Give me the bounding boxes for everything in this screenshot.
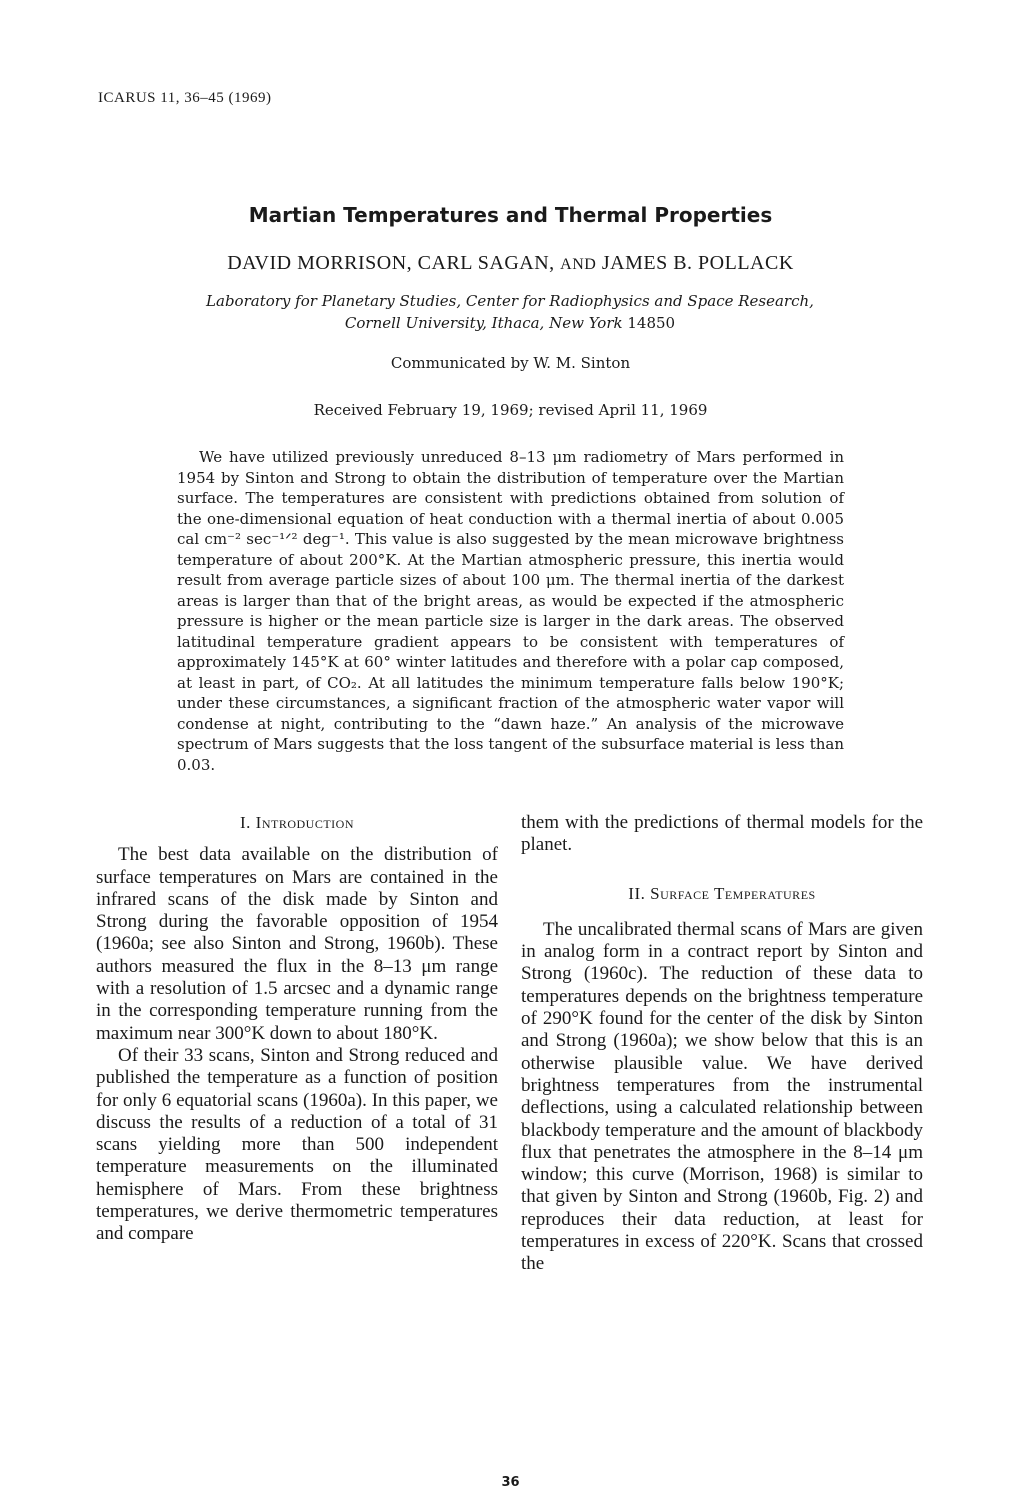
section-number: I. xyxy=(240,813,251,832)
section-number: II. xyxy=(628,883,646,903)
journal-citation xyxy=(98,90,271,107)
received-dates: Received February 19, 1969; revised April 11, 1969 xyxy=(313,401,708,419)
authors-part-2: JAMES B. POLLACK xyxy=(601,252,794,274)
authors-part-1: DAVID MORRISON, CARL SAGAN, xyxy=(227,252,555,274)
section-heading-introduction xyxy=(96,812,498,834)
communicated-by: Communicated by W. M. Sinton xyxy=(390,354,631,372)
authors-and: AND xyxy=(560,256,597,273)
paragraph: The best data available on the distribution of surface temperatures on Mars are contained in the infrared scans of the disk made by Sinton and Strong during the favorable opposition of 1954 (1960a; see also Sinton and Strong, 1960b). These authors measured the flux in the 8–13 μm range with a resolution of 1.5 arcsec and a dynamic range in the corresponding temperature running from the maximum near 300°K down to about 180°K. xyxy=(96,844,498,1044)
affiliation-zip: 14850 xyxy=(627,314,676,332)
paragraph: Of their 33 scans, Sinton and Strong reduced and published the temperature as a function of position for only 6 equatorial scans (1960a). In this paper, we discuss the results of a reduction of a total of 31 scans yielding more than 500 independent temperature measurements on the illuminated hemisphere of Mars. From these brightness temperatures, we derive thermometric temperatures and compare xyxy=(96,1044,498,1245)
journal-name: ICARUS xyxy=(98,90,157,106)
left-column xyxy=(96,812,498,1246)
paragraph-continuation: them with the predictions of thermal models for the planet. xyxy=(521,812,923,856)
affiliation xyxy=(150,290,870,334)
paragraph: The uncalibrated thermal scans of Mars are given in analog form in a contract report by Sinton and Strong (1960c). The reduction of these data to temperatures depends on the brightness temperature of 290°K found for the center of the disk by Sinton and Strong (1960a); we show below that this is an otherwise plausible value. We have derived brightness temperatures from the instrumental deflections, using a calculated relationship between blackbody temperature and the amount of blackbody flux that penetrates the atmosphere in the 8–14 μm window; this curve (Morrison, 1968) is similar to that given by Sinton and Strong (1960b, Fig. 2) and reproduces their data reduction, at least for temperatures in excess of 220°K. Scans that crossed the xyxy=(521,918,923,1275)
journal-volume-pages: 11, 36–45 (1969) xyxy=(160,90,272,106)
section-title: Introduction xyxy=(255,813,354,832)
section-title: Surface Temperatures xyxy=(650,883,816,903)
affiliation-place: Cornell University, Ithaca, New York xyxy=(344,314,623,332)
author-list xyxy=(0,252,1021,275)
abstract: We have utilized previously unreduced 8–13 μm radiometry of Mars performed in 1954 by Sinton and Strong to obtain the distribution of temperature over the Martian surface. The temperatures are consistent with predictions obtained from solution of the one-dimensional equation of heat conduction with a thermal inertia of about 0.005 cal cm⁻² sec⁻¹ᐟ² deg⁻¹. This value is also suggested by the mean microwave brightness temperature of about 200°K. At the Martian atmospheric pressure, this inertia would result from average particle sizes of about 100 μm. The thermal inertia of the darkest areas is larger than that of the bright areas, as would be expected if the atmospheric pressure is higher or the mean particle size is larger in the dark areas. The observed latitudinal temperature gradient appears to be consistent with temperatures of approximately 145°K at 60° winter latitudes and therefore with a polar cap composed, at least in part, of CO₂. At all latitudes the minimum temperature falls below 190°K; under these circumstances, a significant fraction of the atmospheric water vapor will condense at night, contributing to the “dawn haze.” An analysis of the microwave spectrum of Mars suggests that the loss tangent of the subsurface material is less than 0.03. xyxy=(177,448,844,774)
affiliation-line-2 xyxy=(150,312,870,334)
section-heading-surface-temperatures xyxy=(521,883,923,905)
affiliation-line-1: Laboratory for Planetary Studies, Center for Radiophysics and Space Research, xyxy=(206,292,814,310)
right-column xyxy=(521,812,923,1276)
article-title: Martian Temperatures and Thermal Properties xyxy=(248,203,773,227)
page-number: 36 xyxy=(501,1475,520,1490)
